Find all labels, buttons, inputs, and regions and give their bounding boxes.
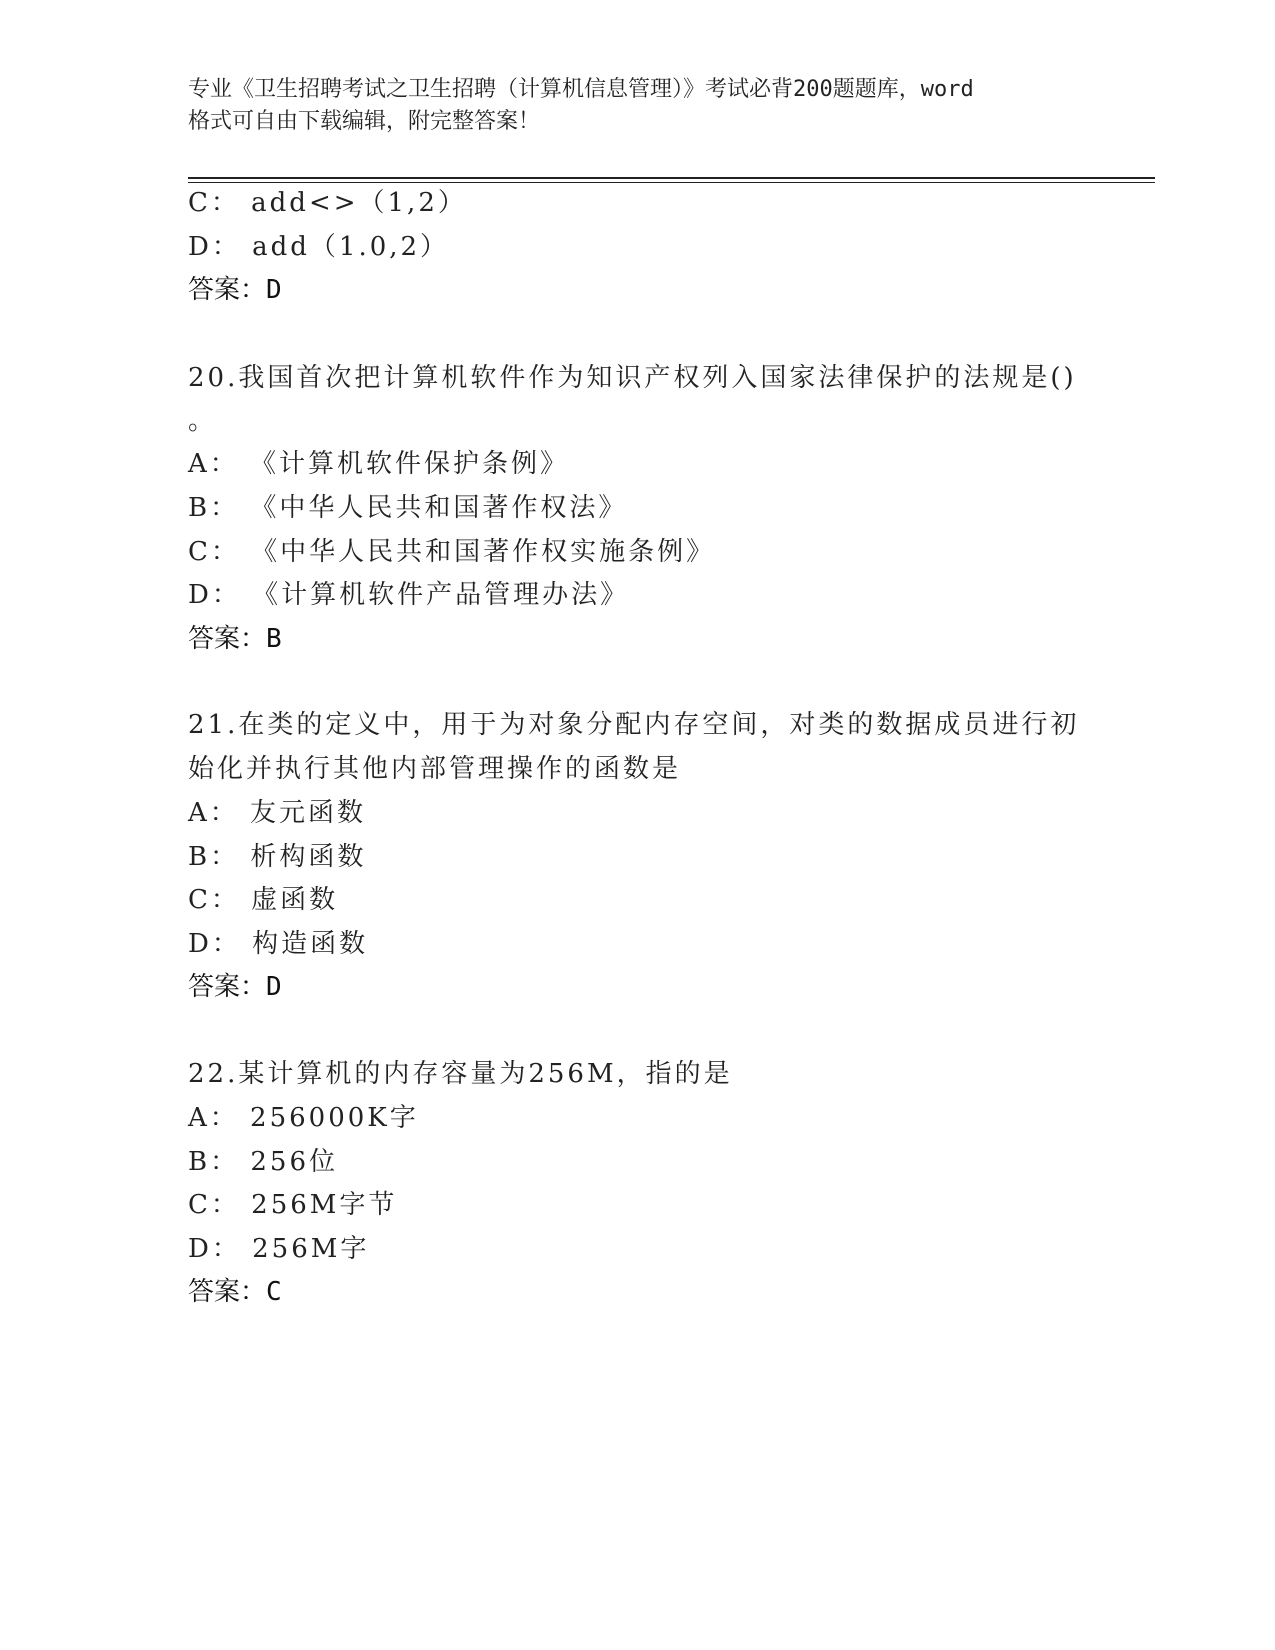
q20-option-a: A： 《计算机软件保护条例》	[188, 449, 570, 479]
q21-answer-value: D	[266, 972, 282, 1002]
q22-answer	[188, 1275, 282, 1309]
q19-answer-label: 答案：	[188, 275, 267, 305]
q22-answer-value: C	[266, 1277, 282, 1307]
q22-option-c: C： 256M字节	[188, 1190, 398, 1220]
q20-option-c: C： 《中华人民共和国著作权实施条例》	[188, 537, 716, 567]
q20-answer-label: 答案：	[188, 624, 267, 654]
q22-stem-line-1: 22.某计算机的内存容量为256M，指的是	[188, 1059, 733, 1089]
q21-option-d: D： 构造函数	[188, 929, 369, 959]
header-divider-thick	[188, 177, 1155, 179]
q20-answer	[188, 622, 282, 656]
header-divider-thin	[188, 182, 1155, 183]
document-header	[188, 74, 1088, 138]
header-line-2: 格式可自由下载编辑，附完整答案！	[188, 109, 541, 134]
q20-stem-line-1: 20.我国首次把计算机软件作为知识产权列入国家法律保护的法规是()	[188, 363, 1077, 393]
q19-answer-value: D	[266, 275, 282, 305]
q21-answer	[188, 970, 282, 1004]
q22-answer-label: 答案：	[188, 1277, 267, 1307]
q19-option-c: C： add<>（1,2）	[188, 188, 467, 218]
q19-answer	[188, 273, 282, 307]
q19-option-d: D： add（1.0,2）	[188, 232, 450, 262]
q21-stem-line-1: 21.在类的定义中，用于为对象分配内存空间，对类的数据成员进行初	[188, 710, 1080, 740]
q20-option-d: D： 《计算机软件产品管理办法》	[188, 580, 630, 610]
q21-option-a: A： 友元函数	[188, 798, 367, 828]
q20-answer-value: B	[266, 624, 282, 654]
q22-option-b: B： 256位	[188, 1147, 338, 1177]
q20-stem-line-2: 。	[188, 406, 218, 436]
q22-option-a: A： 256000K字	[188, 1103, 419, 1133]
header-line-1: 专业《卫生招聘考试之卫生招聘（计算机信息管理）》考试必背200题题库，word	[188, 77, 974, 102]
q21-option-b: B： 析构函数	[188, 842, 367, 872]
q21-answer-label: 答案：	[188, 972, 267, 1002]
q21-stem-line-2: 始化并执行其他内部管理操作的函数是	[188, 754, 682, 784]
q22-option-d: D： 256M字	[188, 1234, 370, 1264]
q21-option-c: C： 虚函数	[188, 885, 339, 915]
q20-option-b: B： 《中华人民共和国著作权法》	[188, 493, 628, 523]
